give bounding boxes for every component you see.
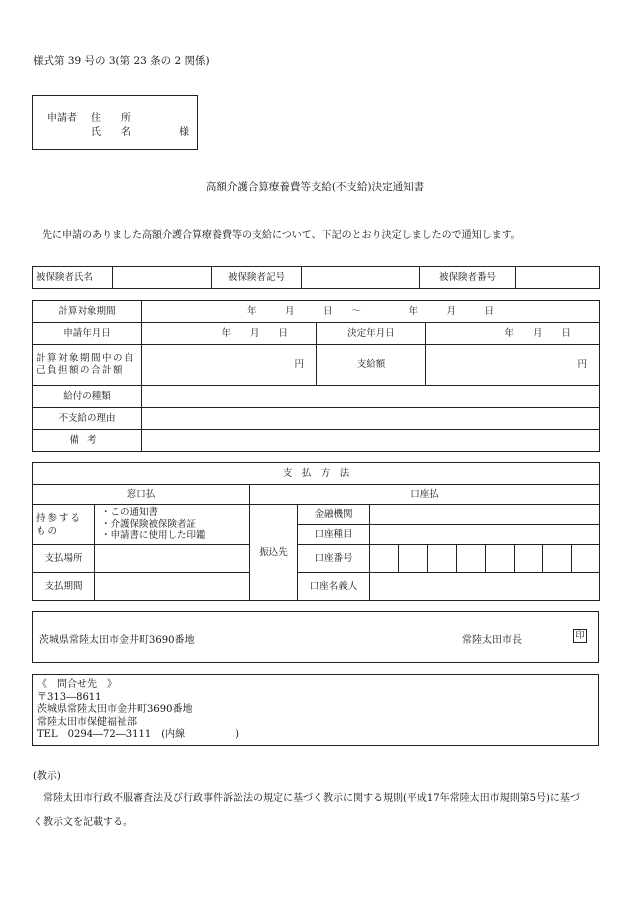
account-name-label: 口座名義人: [298, 573, 370, 601]
decision-date-label: 決定年月日: [317, 323, 426, 345]
issuer-address: 茨城県常陸太田市金井町3690番地: [39, 635, 195, 646]
insured-symbol-label: 被保険者記号: [212, 267, 302, 289]
honorific: 様: [179, 127, 189, 138]
benefit-type-label: 給付の種類: [33, 385, 142, 407]
bring-label: 持参するもの: [33, 505, 95, 545]
contact-department: 常陸太田市保健福祉部: [37, 716, 137, 728]
applicant-label: 申請者: [47, 113, 77, 124]
remarks-field: [142, 429, 600, 451]
self-pay-yen: 円: [142, 345, 317, 385]
account-digit-box: [399, 545, 428, 573]
contact-heading: 《 問合せ先 》: [37, 679, 117, 690]
apply-date-label: 申請年月日: [33, 323, 142, 345]
notice-text: 常陸太田市行政不服審査法及び行政事件訴訟法の規定に基づく教示に関する規則(平成17年常陸太田市規則第5号)に基づく教示文を記載する。: [33, 793, 580, 828]
transfer-label: 振込先: [250, 505, 298, 601]
account-digit-box: [515, 545, 543, 573]
account-name-field: [370, 573, 600, 601]
bring-item: ・介護保険被保険者証: [101, 518, 197, 530]
account-payment-label: 口座払: [250, 485, 600, 505]
bank-label: 金融機関: [298, 505, 370, 525]
form-number: 様式第 39 号の 3(第 23 条の 2 関係): [33, 55, 210, 67]
payment-table: [32, 462, 600, 601]
place-label: 支払場所: [33, 545, 95, 573]
payment-amount-label: 支給額: [317, 345, 426, 385]
seal-mark: 印: [573, 629, 587, 643]
details-table: [32, 300, 600, 452]
reason-label: 不支給の理由: [33, 407, 142, 429]
account-digit-box: [543, 545, 572, 573]
period-label: 支払期間: [33, 573, 95, 601]
insured-name-field: [113, 267, 212, 289]
contact-postal: 〒313―8611: [37, 691, 102, 703]
name-label: 氏 名: [91, 127, 131, 138]
payment-title: 支 払 方 法: [33, 463, 600, 485]
period-label: 計算対象期間: [33, 301, 142, 323]
period-field: [95, 573, 250, 601]
period-value: 年 月 日 ～ 年 月 日: [142, 301, 600, 323]
issuer-mayor: 常陸太田市長: [462, 635, 522, 646]
document-title: 高額介護合算療養費等支給(不支給)決定通知書: [205, 181, 425, 193]
reason-field: [142, 407, 600, 429]
intro-text: 先に申請のありました高額介護合算療養費等の支給について、下記のとおり決定しましたので通知します。: [42, 230, 521, 241]
issuer-box: [32, 611, 599, 663]
apply-date-value: 年 月 日: [142, 323, 317, 345]
account-digit-box: [457, 545, 486, 573]
bring-item: ・この通知書: [101, 507, 159, 519]
address-label: 住 所: [91, 113, 131, 124]
account-digit-box: [370, 545, 399, 573]
account-digit-box: [486, 545, 515, 573]
self-pay-label: 計算対象期間中の自己負担額の合計額: [33, 345, 142, 385]
account-digit-box: [572, 545, 600, 573]
bring-item: ・申請書に使用した印鑑: [101, 530, 206, 542]
insured-number-field: [516, 267, 600, 289]
bring-items: [95, 505, 250, 545]
window-payment-label: 窓口払: [33, 485, 250, 505]
contact-tel: TEL 0294―72―3111 (内線 ): [37, 729, 240, 740]
insured-number-label: 被保険者番号: [420, 267, 516, 289]
insured-symbol-field: [302, 267, 420, 289]
insured-table: [32, 266, 600, 289]
bank-field: [370, 505, 600, 525]
notice-heading: (教示): [33, 771, 61, 782]
contact-box: [32, 674, 599, 746]
account-digit-box: [428, 545, 457, 573]
applicant-box: [32, 95, 198, 150]
benefit-type-field: [142, 385, 600, 407]
place-field: [95, 545, 250, 573]
payment-amount-yen: 円: [426, 345, 600, 385]
account-number-label: 口座番号: [298, 545, 370, 573]
contact-address: 茨城県常陸太田市金井町3690番地: [37, 704, 193, 715]
insured-name-label: 被保険者氏名: [33, 267, 113, 289]
account-type-label: 口座種目: [298, 525, 370, 545]
decision-date-value: 年 月 日: [426, 323, 600, 345]
remarks-label: 備考: [33, 429, 142, 451]
account-type-field: [370, 525, 600, 545]
